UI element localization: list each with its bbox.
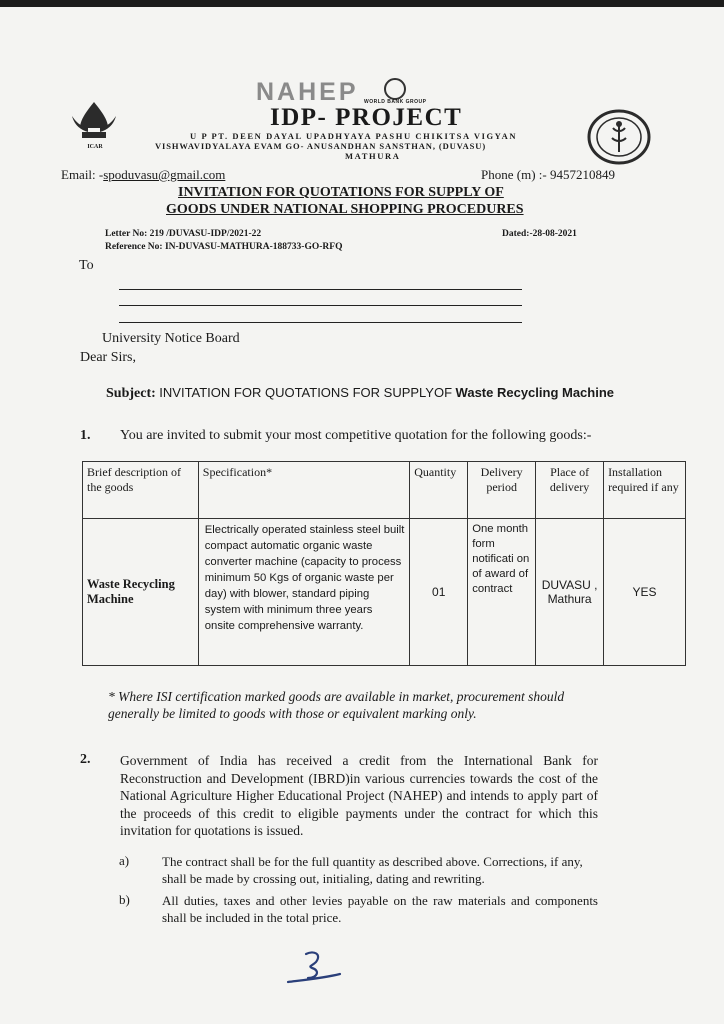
icar-logo-text: ICAR [87,144,103,150]
reference-number: Reference No: IN-DUVASU-MATHURA-188733-GO-RFQ [105,242,343,252]
header-quantity: Quantity [410,462,468,519]
cell-quantity: 01 [410,519,468,666]
project-title: IDP- PROJECT [270,104,463,131]
signature-mark [278,944,348,992]
header-specification: Specification* [198,462,409,519]
scan-top-border [0,0,724,7]
clause-b-text: All duties, taxes and other levies payable on the raw materials and components shall be included in the total price. [162,893,598,925]
clause-a-text: The contract shall be for the full quantity as described above. Corrections, if any, shall be made by crossing out, initialing, dating and rewriting. [162,854,583,886]
cell-place-of-delivery: DUVASU , Mathura [536,519,604,666]
subject-item: Waste Recycling Machine [455,385,615,400]
goods-table [82,461,686,666]
to-label: To [79,258,94,273]
clause-a-label: a) [119,853,130,868]
world-bank-logo-icon [384,78,406,100]
email-link[interactable]: spoduvasu@gmail.com [103,167,226,182]
para-2-text: Government of India has received a credit from the International Bank for Reconstruction and Development (IBRD)in various currencies towards the cost of the National Agriculture Higher Educational Project (NAHEP) and intends to apply part of the proceeds of this credit to eligible payments under the contract for which this invitation for quotations is issued. [120,753,598,838]
subject-text: INVITATION FOR QUOTATIONS FOR SUPPLYOF [159,385,453,400]
icar-logo-icon [66,98,122,148]
institution-line-3: MATHURA [345,151,401,161]
cell-specification: Electrically operated stainless steel built compact automatic organic waste converter machine (capacity to process minimum 50 Kgs of organic waste per day) with blower, standard piping system with minimum three years onsite comprehensive warranty. [198,519,409,666]
salutation: Dear Sirs, [80,350,136,365]
address-line-1 [119,289,522,290]
header-installation: Installation required if any [604,462,686,519]
subject-line [106,385,614,402]
phone-number: Phone (m) :- 9457210849 [481,167,615,182]
cell-installation: YES [604,519,686,666]
cell-delivery-period: One month form notificati on of award of contract [468,519,536,666]
subject-label: Subject: [106,386,156,401]
recipient-name: University Notice Board [102,331,240,346]
world-bank-text: WORLD BANK GROUP [364,99,427,105]
nahep-logo-text: NAHEP [256,78,359,106]
email-label: Email: - [61,167,104,182]
para-1-number: 1. [80,428,91,443]
address-line-2 [119,305,522,306]
table-header-row [83,462,686,519]
table-row [83,519,686,666]
letter-number: Letter No: 219 /DUVASU-IDP/2021-22 [105,229,262,239]
email-line [61,167,225,183]
header-delivery-period: Delivery period [468,462,536,519]
clause-b-label: b) [119,892,130,907]
institution-line-1: U P PT. DEEN DAYAL UPADHYAYA PASHU CHIKITSA VIGYAN [190,131,518,141]
duvasu-seal-icon [586,108,652,166]
cell-item: Waste Recycling Machine [83,519,199,666]
letter-date: Dated:-28-08-2021 [502,229,577,239]
header-place-of-delivery: Place of delivery [536,462,604,519]
institution-line-2: VISHWAVIDYALAYA EVAM GO- ANUSANDHAN SANSTHAN, (DUVASU) [155,141,487,151]
para-2-number: 2. [80,752,91,767]
isi-note: * Where ISI certification marked goods are available in market, procurement should generally be limited to goods with those or equivalent marking only. [108,689,565,721]
document-title-line-1: INVITATION FOR QUOTATIONS FOR SUPPLY OF [178,185,504,200]
document-title-line-2: GOODS UNDER NATIONAL SHOPPING PROCEDURES [166,202,524,217]
header-description: Brief description of the goods [83,462,199,519]
para-1-text: You are invited to submit your most competitive quotation for the following goods:- [120,428,592,443]
address-line-3 [119,322,522,323]
